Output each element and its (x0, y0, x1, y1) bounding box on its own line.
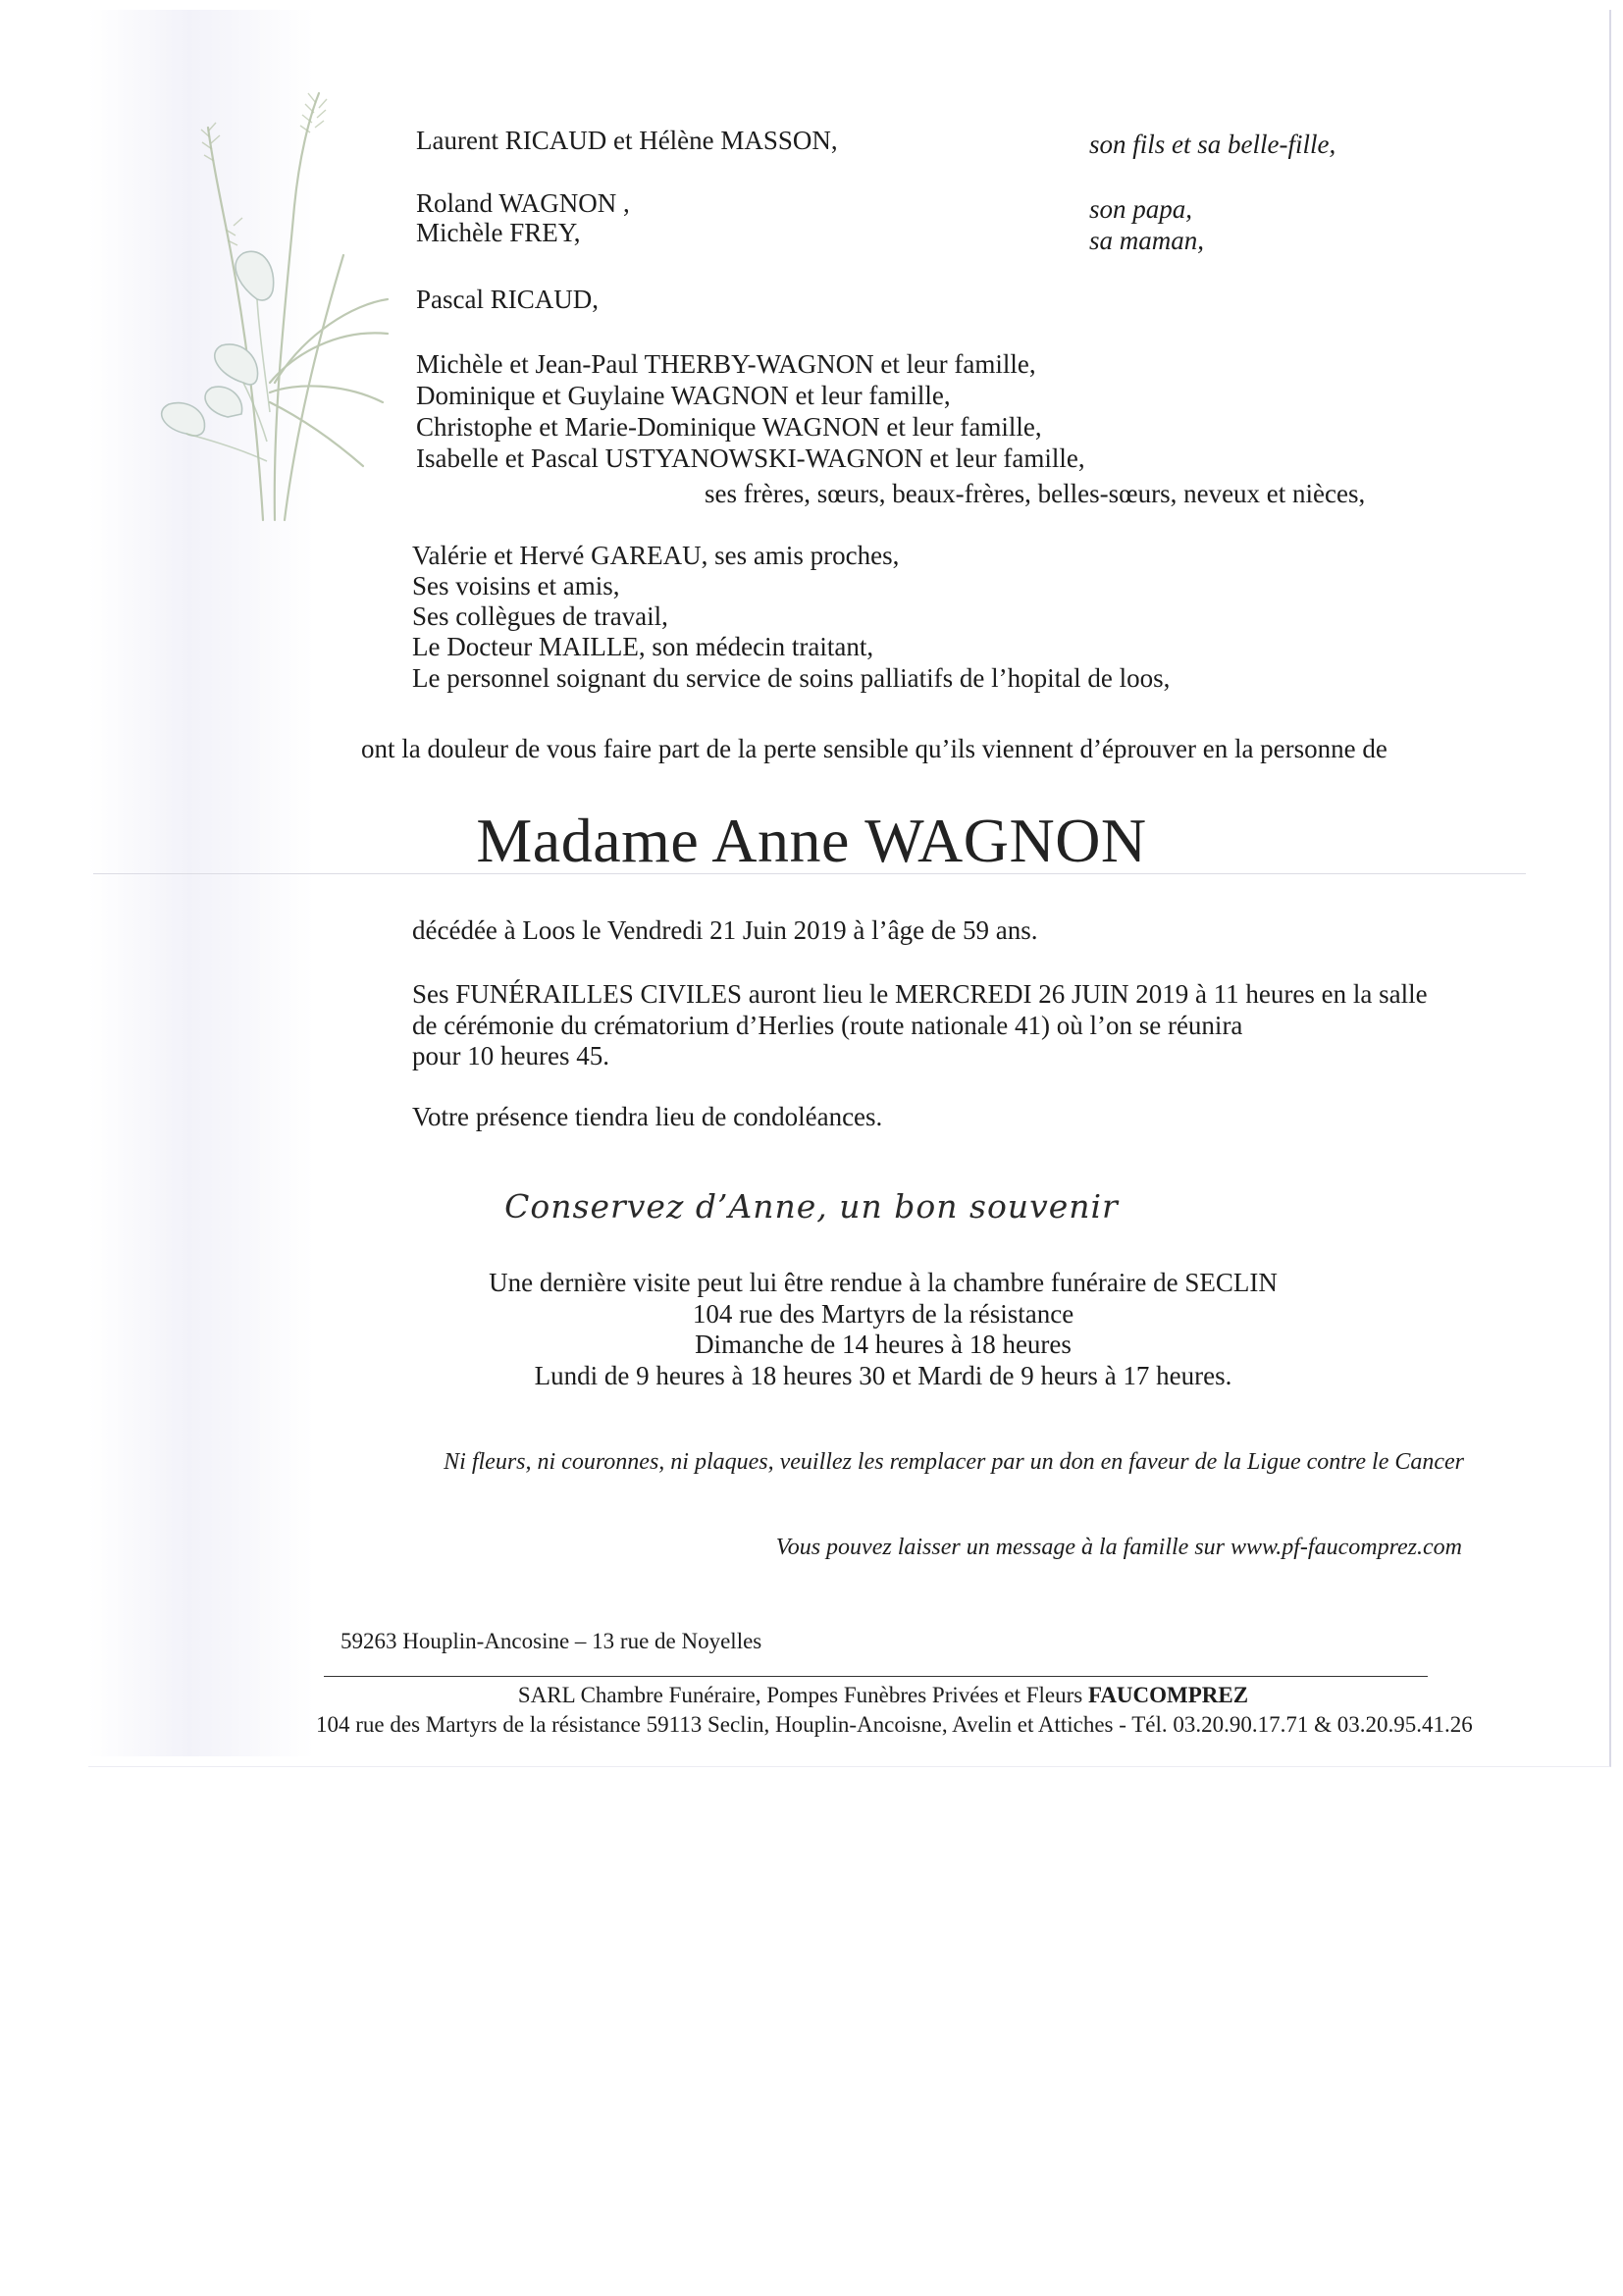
footer-company-prefix: SARL Chambre Funéraire, Pompes Funèbres Privées et Fleurs (517, 1683, 1083, 1707)
visit-line-4: Lundi de 9 heures à 18 heures 30 et Mardi de 9 heurs à 17 heures. (534, 1361, 1232, 1390)
funeral-line-3: pour 10 heures 45. (412, 1041, 609, 1070)
friend-line-1: Valérie et Hervé GAREAU, ses amis proches, (412, 541, 900, 570)
friend-line-5: Le personnel soignant du service de soins palliatifs de l’hopital de loos, (412, 663, 1171, 693)
siblings-caption: ses frères, sœurs, beaux-frères, belles-sœurs, neveux et nièces, (705, 479, 1366, 508)
family-name-1: Laurent RICAUD et Hélène MASSON, (416, 126, 838, 155)
deceased-name: Madame Anne WAGNON (476, 806, 1147, 875)
funeral-line-2: de cérémonie du crématorium d’Herlies (route nationale 41) où l’on se réunira (412, 1011, 1243, 1040)
friend-line-2: Ses voisins et amis, (412, 571, 620, 600)
family-name-3: Michèle FREY, (416, 218, 581, 247)
sibling-line-4: Isabelle et Pascal USTYANOWSKI-WAGNON et leur famille, (416, 444, 1085, 473)
calla-lily-illustration (147, 88, 393, 530)
funeral-line-1: Ses FUNÉRAILLES CIVILES auront lieu le MERCREDI 26 JUIN 2019 à 11 heures en la salle (412, 979, 1428, 1009)
family-name-4: Pascal RICAUD, (416, 285, 599, 314)
family-name-2: Roland WAGNON , (416, 188, 630, 218)
script-message: Conservez d’Anne, un bon souvenir (504, 1187, 1119, 1226)
visit-line-2: 104 rue des Martyrs de la résistance (692, 1299, 1074, 1329)
friend-line-4: Le Docteur MAILLE, son médecin traitant, (412, 632, 874, 661)
sibling-line-1: Michèle et Jean-Paul THERBY-WAGNON et leur famille, (416, 349, 1036, 379)
website-note: Vous pouvez laisser un message à la famille sur www.pf-faucomprez.com (775, 1535, 1462, 1560)
death-notice: décédée à Loos le Vendredi 21 Juin 2019 à l’âge de 59 ans. (412, 915, 1038, 945)
footer-company-name: FAUCOMPREZ (1087, 1683, 1249, 1707)
footer-company (0, 1681, 1623, 1710)
family-relation-3: sa maman, (1089, 226, 1205, 255)
footer-rule (324, 1676, 1428, 1677)
visit-line-3: Dimanche de 14 heures à 18 heures (695, 1330, 1072, 1359)
family-relation-1: son fils et sa belle-fille, (1089, 130, 1336, 159)
sibling-line-3: Christophe et Marie-Dominique WAGNON et leur famille, (416, 412, 1042, 442)
family-relation-2: son papa, (1089, 194, 1193, 224)
condolences-text: Votre présence tiendra lieu de condoléances. (412, 1102, 883, 1131)
flowers-note: Ni fleurs, ni couronnes, ni plaques, veuillez les remplacer par un don en faveur de la Ligue contre le Cancer (444, 1449, 1464, 1475)
footer-address: 104 rue des Martyrs de la résistance 59113 Seclin, Houplin-Ancoisne, Avelin et Attiches - Tél. 03.20.90.17.71 & 03.20.95.41.26 (316, 1712, 1473, 1737)
sibling-line-2: Dominique et Guylaine WAGNON et leur famille, (416, 381, 951, 410)
family-address: 59263 Houplin-Ancosine – 13 rue de Noyelles (340, 1629, 762, 1653)
visit-line-1: Une dernière visite peut lui être rendue à la chambre funéraire de SECLIN (489, 1268, 1278, 1297)
announcement-text: ont la douleur de vous faire part de la perte sensible qu’ils viennent d’éprouver en la personne de (361, 734, 1387, 763)
friend-line-3: Ses collègues de travail, (412, 601, 668, 631)
